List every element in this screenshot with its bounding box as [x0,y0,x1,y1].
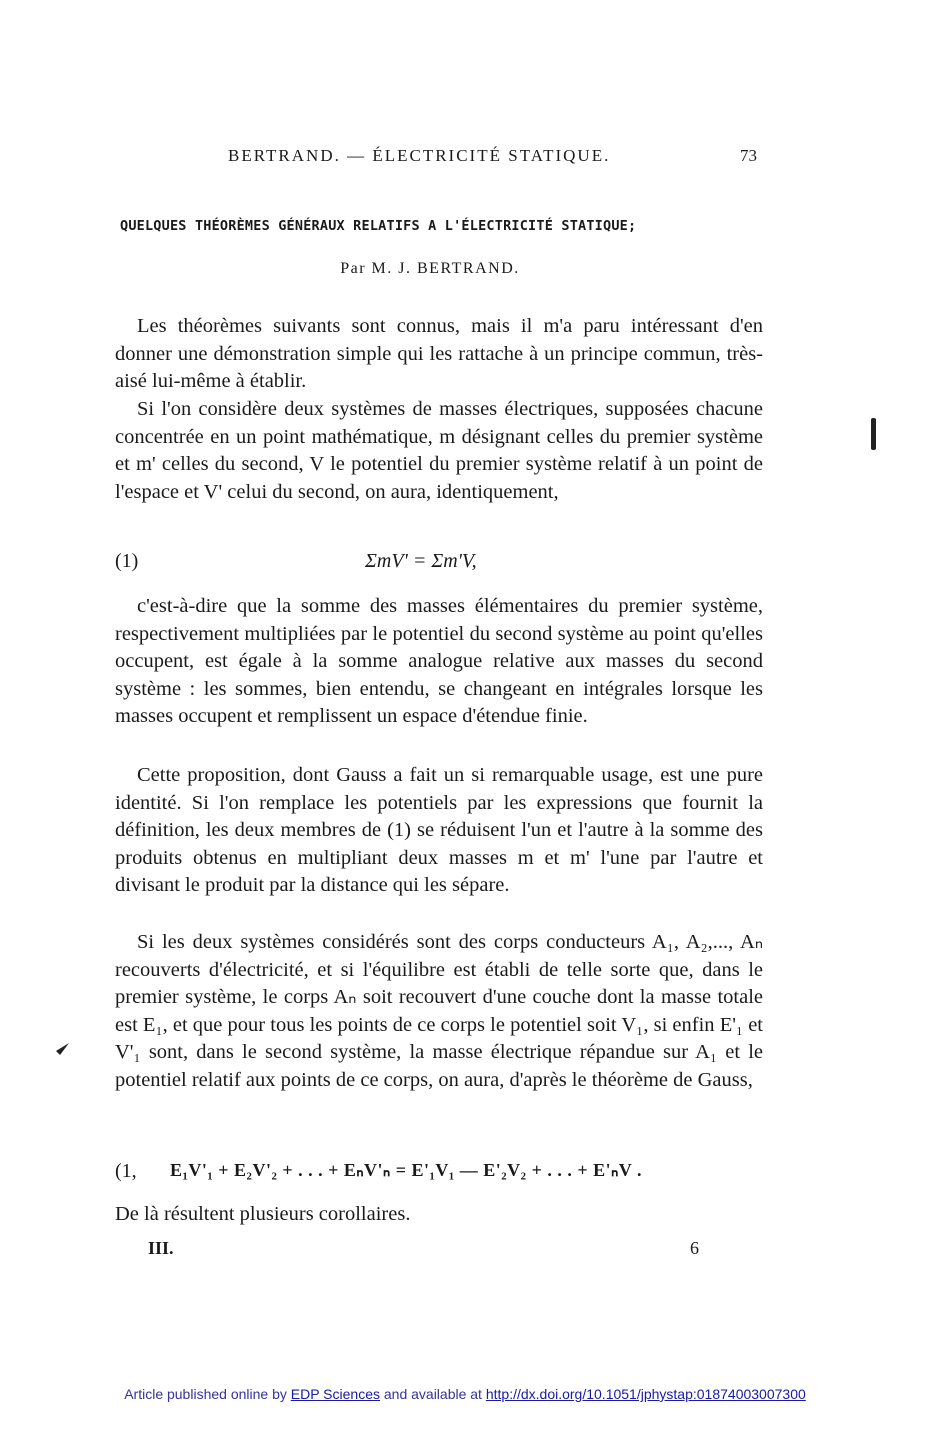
doi-link[interactable]: http://dx.doi.org/10.1051/jphystap:01874003007300 [485,1386,806,1402]
ink-mark-icon [871,418,876,450]
pointing-mark-icon [54,1042,70,1056]
paragraph-text: Si les deux systèmes considérés sont des corps conducteurs A₁, A₂,..., Aₙ recouverts d'électricité, et si l'équilibre est établi de telle sorte que, dans le premier système, le corps Aₙ soit recouvert d'une couche dont la masse totale est E₁, et que pour tous les points de ce corps le potentiel soit V₁, si enfin E'₁ et V'₁ sont, dans le second système, la masse électrique répandue sur A₁ et le potentiel relatif aux points de ce corps, on aura, d'après le théorème de Gauss, [115,931,763,1091]
publisher-line [0,1386,930,1402]
paragraph-5 [115,929,763,1094]
publisher-link[interactable]: EDP Sciences [290,1386,380,1402]
running-title: BERTRAND. — ÉLECTRICITÉ STATIQUE. [228,146,611,165]
paragraph-text: Les théorèmes suivants sont connus, mais il m'a paru intéressant d'en donner une démonstration simple qui les rattache à un principe commun, très-aisé lui-même à établir. [115,315,763,392]
paragraph-text: c'est-à-dire que la somme des masses élémentaires du premier système, respectivement multipliées par le potentiel du second système au point qu'elles occupent, est égale à la somme analogue relative aux masses du second système : les sommes, bien entendu, se changeant en intégrales lorsque les masses occupent et remplissent un espace d'étendue finie. [115,595,763,727]
signature-mark: III. [148,1238,174,1258]
equation-number: (1) [115,550,139,572]
article-title: QUELQUES THÉORÈMES GÉNÉRAUX RELATIFS A L'ÉLECTRICITÉ STATIQUE; [120,218,637,234]
paragraph-1 [115,313,763,396]
equation-1 [115,550,765,578]
page-number: 73 [740,146,757,165]
publisher-middle: and available at [383,1386,482,1402]
paragraph-3 [115,593,763,731]
equation-2 [115,1160,765,1188]
paragraph-text: Cette proposition, dont Gauss a fait un si remarquable usage, est une pure identité. Si l'on remplace les potentiels par les expressions que fournit la définition, les deux membres de (1) se réduisent l'un et l'autre à la somme des produits obtenus en multipliant deux masses m et m' l'une par l'autre et divisant le produit par la distance qui les sépare. [115,764,763,896]
equation-number: (1, [115,1160,137,1182]
paragraph-text: De là résultent plusieurs corollaires. [115,1203,411,1225]
paragraph-text: Si l'on considère deux systèmes de masses électriques, supposées chacune concentrée en un point mathématique, m désignant celles du premier système et m' celles du second, V le potentiel du premier système relatif à un point de l'espace et V' celui du second, on aura, identiquement, [115,398,763,503]
byline: Par M. J. BERTRAND. [340,260,520,277]
equation-body: ΣmV' = Σm'V, [365,550,477,572]
publisher-prefix: Article published online by [124,1386,287,1402]
paragraph-6 [115,1201,763,1229]
paragraph-2 [115,396,763,506]
equation-body: E₁V'₁ + E₂V'₂ + . . . + EₙV'ₙ = E'₁V₁ — E'₂V₂ + . . . + E'ₙV . [170,1160,642,1180]
paragraph-4 [115,762,763,900]
running-head [0,146,930,170]
sheet-number: 6 [690,1238,699,1258]
